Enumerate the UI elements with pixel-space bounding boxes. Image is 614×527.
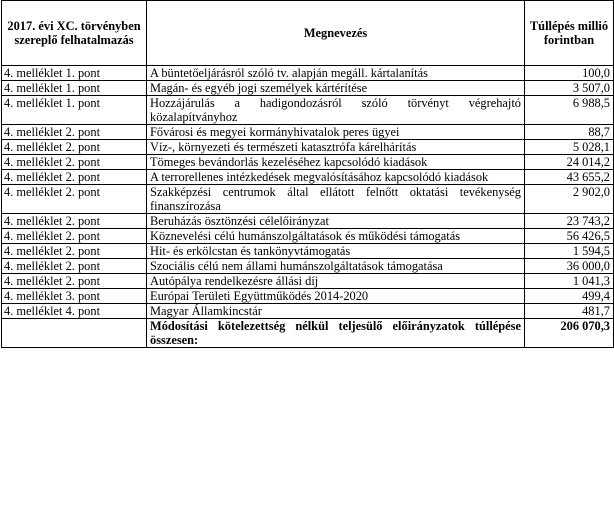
row-reference: 4. melléklet 2. pont (2, 259, 147, 274)
row-reference: 4. melléklet 2. pont (2, 229, 147, 244)
row-designation: Köznevelési célú humánszolgáltatások és működési támogatás (147, 229, 525, 244)
row-amount: 481,7 (525, 304, 614, 319)
row-amount: 1 594,5 (525, 244, 614, 259)
row-amount: 56 426,5 (525, 229, 614, 244)
row-reference: 4. melléklet 2. pont (2, 185, 147, 214)
row-designation: Fővárosi és megyei kormányhivatalok peres ügyei (147, 125, 525, 140)
table-row (2, 304, 614, 319)
row-designation: Magyar Államkincstár (147, 304, 525, 319)
row-designation: Tömeges bevándorlás kezeléséhez kapcsolódó kiadások (147, 155, 525, 170)
overrun-table (1, 0, 614, 348)
table-row (2, 96, 614, 125)
total-reference-empty (2, 319, 147, 348)
row-amount: 2 902,0 (525, 185, 614, 214)
row-reference: 4. melléklet 3. pont (2, 289, 147, 304)
row-designation: Hozzájárulás a hadigondozásról szóló törvényt végrehajtó közalapítványhoz (147, 96, 525, 125)
row-designation: Beruházás ösztönzési célelőirányzat (147, 214, 525, 229)
row-reference: 4. melléklet 2. pont (2, 125, 147, 140)
table-row (2, 289, 614, 304)
header-authorization: 2017. évi XC. törvényben szereplő felhatalmazás (2, 1, 147, 66)
row-designation: A terrorellenes intézkedések megvalósításához kapcsolódó kiadások (147, 170, 525, 185)
row-reference: 4. melléklet 2. pont (2, 170, 147, 185)
row-designation: Hit- és erkölcstan és tankönyvtámogatás (147, 244, 525, 259)
row-designation: Európai Területi Együttműködés 2014-2020 (147, 289, 525, 304)
total-amount: 206 070,3 (525, 319, 614, 348)
header-row (2, 1, 614, 66)
header-designation: Megnevezés (147, 1, 525, 66)
row-amount: 100,0 (525, 66, 614, 81)
row-reference: 4. melléklet 2. pont (2, 274, 147, 289)
row-amount: 1 041,3 (525, 274, 614, 289)
table-row (2, 66, 614, 81)
row-amount: 24 014,2 (525, 155, 614, 170)
row-reference: 4. melléklet 4. pont (2, 304, 147, 319)
total-label: Módosítási kötelezettség nélkül teljesülő előirányzatok túllépése összesen: (147, 319, 525, 348)
table-row (2, 185, 614, 214)
row-amount: 36 000,0 (525, 259, 614, 274)
row-amount: 88,7 (525, 125, 614, 140)
row-designation: Szakképzési centrumok által ellátott felnőtt oktatási tevékenység finanszírozása (147, 185, 525, 214)
row-reference: 4. melléklet 1. pont (2, 81, 147, 96)
row-amount: 23 743,2 (525, 214, 614, 229)
row-designation: Magán- és egyéb jogi személyek kártérítése (147, 81, 525, 96)
row-designation: Szociális célú nem állami humánszolgáltatások támogatása (147, 259, 525, 274)
row-reference: 4. melléklet 1. pont (2, 66, 147, 81)
row-amount: 43 655,2 (525, 170, 614, 185)
table-row (2, 155, 614, 170)
table-row (2, 244, 614, 259)
row-reference: 4. melléklet 2. pont (2, 214, 147, 229)
table-row (2, 170, 614, 185)
row-reference: 4. melléklet 2. pont (2, 155, 147, 170)
total-row (2, 319, 614, 348)
row-reference: 4. melléklet 1. pont (2, 96, 147, 125)
row-reference: 4. melléklet 2. pont (2, 140, 147, 155)
table-row (2, 274, 614, 289)
row-reference: 4. melléklet 2. pont (2, 244, 147, 259)
table-row (2, 214, 614, 229)
table-row (2, 259, 614, 274)
table-row (2, 125, 614, 140)
row-amount: 499,4 (525, 289, 614, 304)
row-designation: Autópálya rendelkezésre állási díj (147, 274, 525, 289)
row-amount: 6 988,5 (525, 96, 614, 125)
row-designation: Víz-, környezeti és természeti katasztrófa kárelhárítás (147, 140, 525, 155)
table-row (2, 81, 614, 96)
row-amount: 3 507,0 (525, 81, 614, 96)
header-overrun: Túllépés millió forintban (525, 1, 614, 66)
row-amount: 5 028,1 (525, 140, 614, 155)
row-designation: A büntetőeljárásról szóló tv. alapján megáll. kártalanítás (147, 66, 525, 81)
table-row (2, 140, 614, 155)
table-row (2, 229, 614, 244)
